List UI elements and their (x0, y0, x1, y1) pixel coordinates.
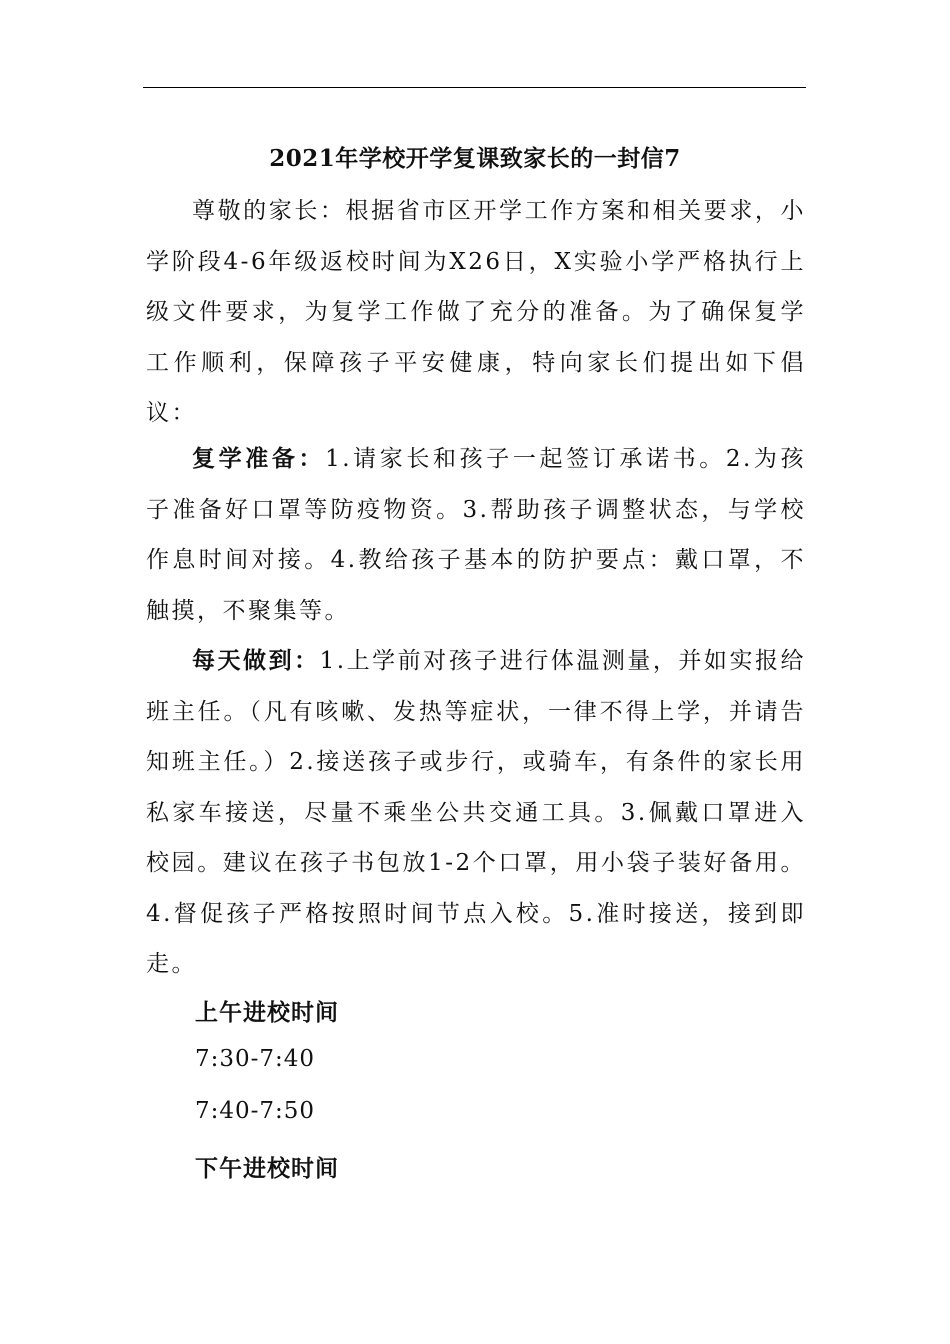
header-rule (143, 87, 806, 88)
document-title: 2021年学校开学复课致家长的一封信7 (269, 145, 681, 172)
afternoon-entry-heading: 下午进校时间 (195, 1155, 339, 1182)
morning-time-slot: 7:40-7:50 (195, 1098, 316, 1124)
section-daily-requirements (146, 636, 806, 990)
section-return-preparation (146, 434, 806, 636)
morning-entry-heading: 上午进校时间 (195, 999, 339, 1026)
section-text: 1.上学前对孩子进行体温测量，并如实报给班主任。（凡有咳嗽、发热等症状，一律不得上学，并请告知班主任。）2.接送孩子或步行，或骑车，有条件的家长用私家车接送，尽量不乘坐公共交通工具。3.佩戴口罩进入校园。建议在孩子书包放1-2个口罩，用小袋子装好备用。4.督促孩子严格按照时间节点入校。5.准时接送，接到即走。 (146, 648, 806, 977)
intro-text: 尊敬的家长：根据省市区开学工作方案和相关要求，小学阶段4-6年级返校时间为X26日，X实验小学严格执行上级文件要求，为复学工作做了充分的准备。为了确保复学工作顺利，保障孩子平安健康，特向家长们提出如下倡议： (146, 198, 806, 426)
intro-paragraph (146, 186, 806, 439)
section-text: 1.请家长和孩子一起签订承诺书。2.为孩子准备好口罩等防疫物资。3.帮助孩子调整状态，与学校作息时间对接。4.教给孩子基本的防护要点：戴口罩，不触摸，不聚集等。 (146, 446, 806, 624)
section-heading: 每天做到： (192, 647, 320, 674)
section-heading: 复学准备： (192, 445, 326, 472)
morning-time-slot: 7:30-7:40 (195, 1046, 316, 1072)
